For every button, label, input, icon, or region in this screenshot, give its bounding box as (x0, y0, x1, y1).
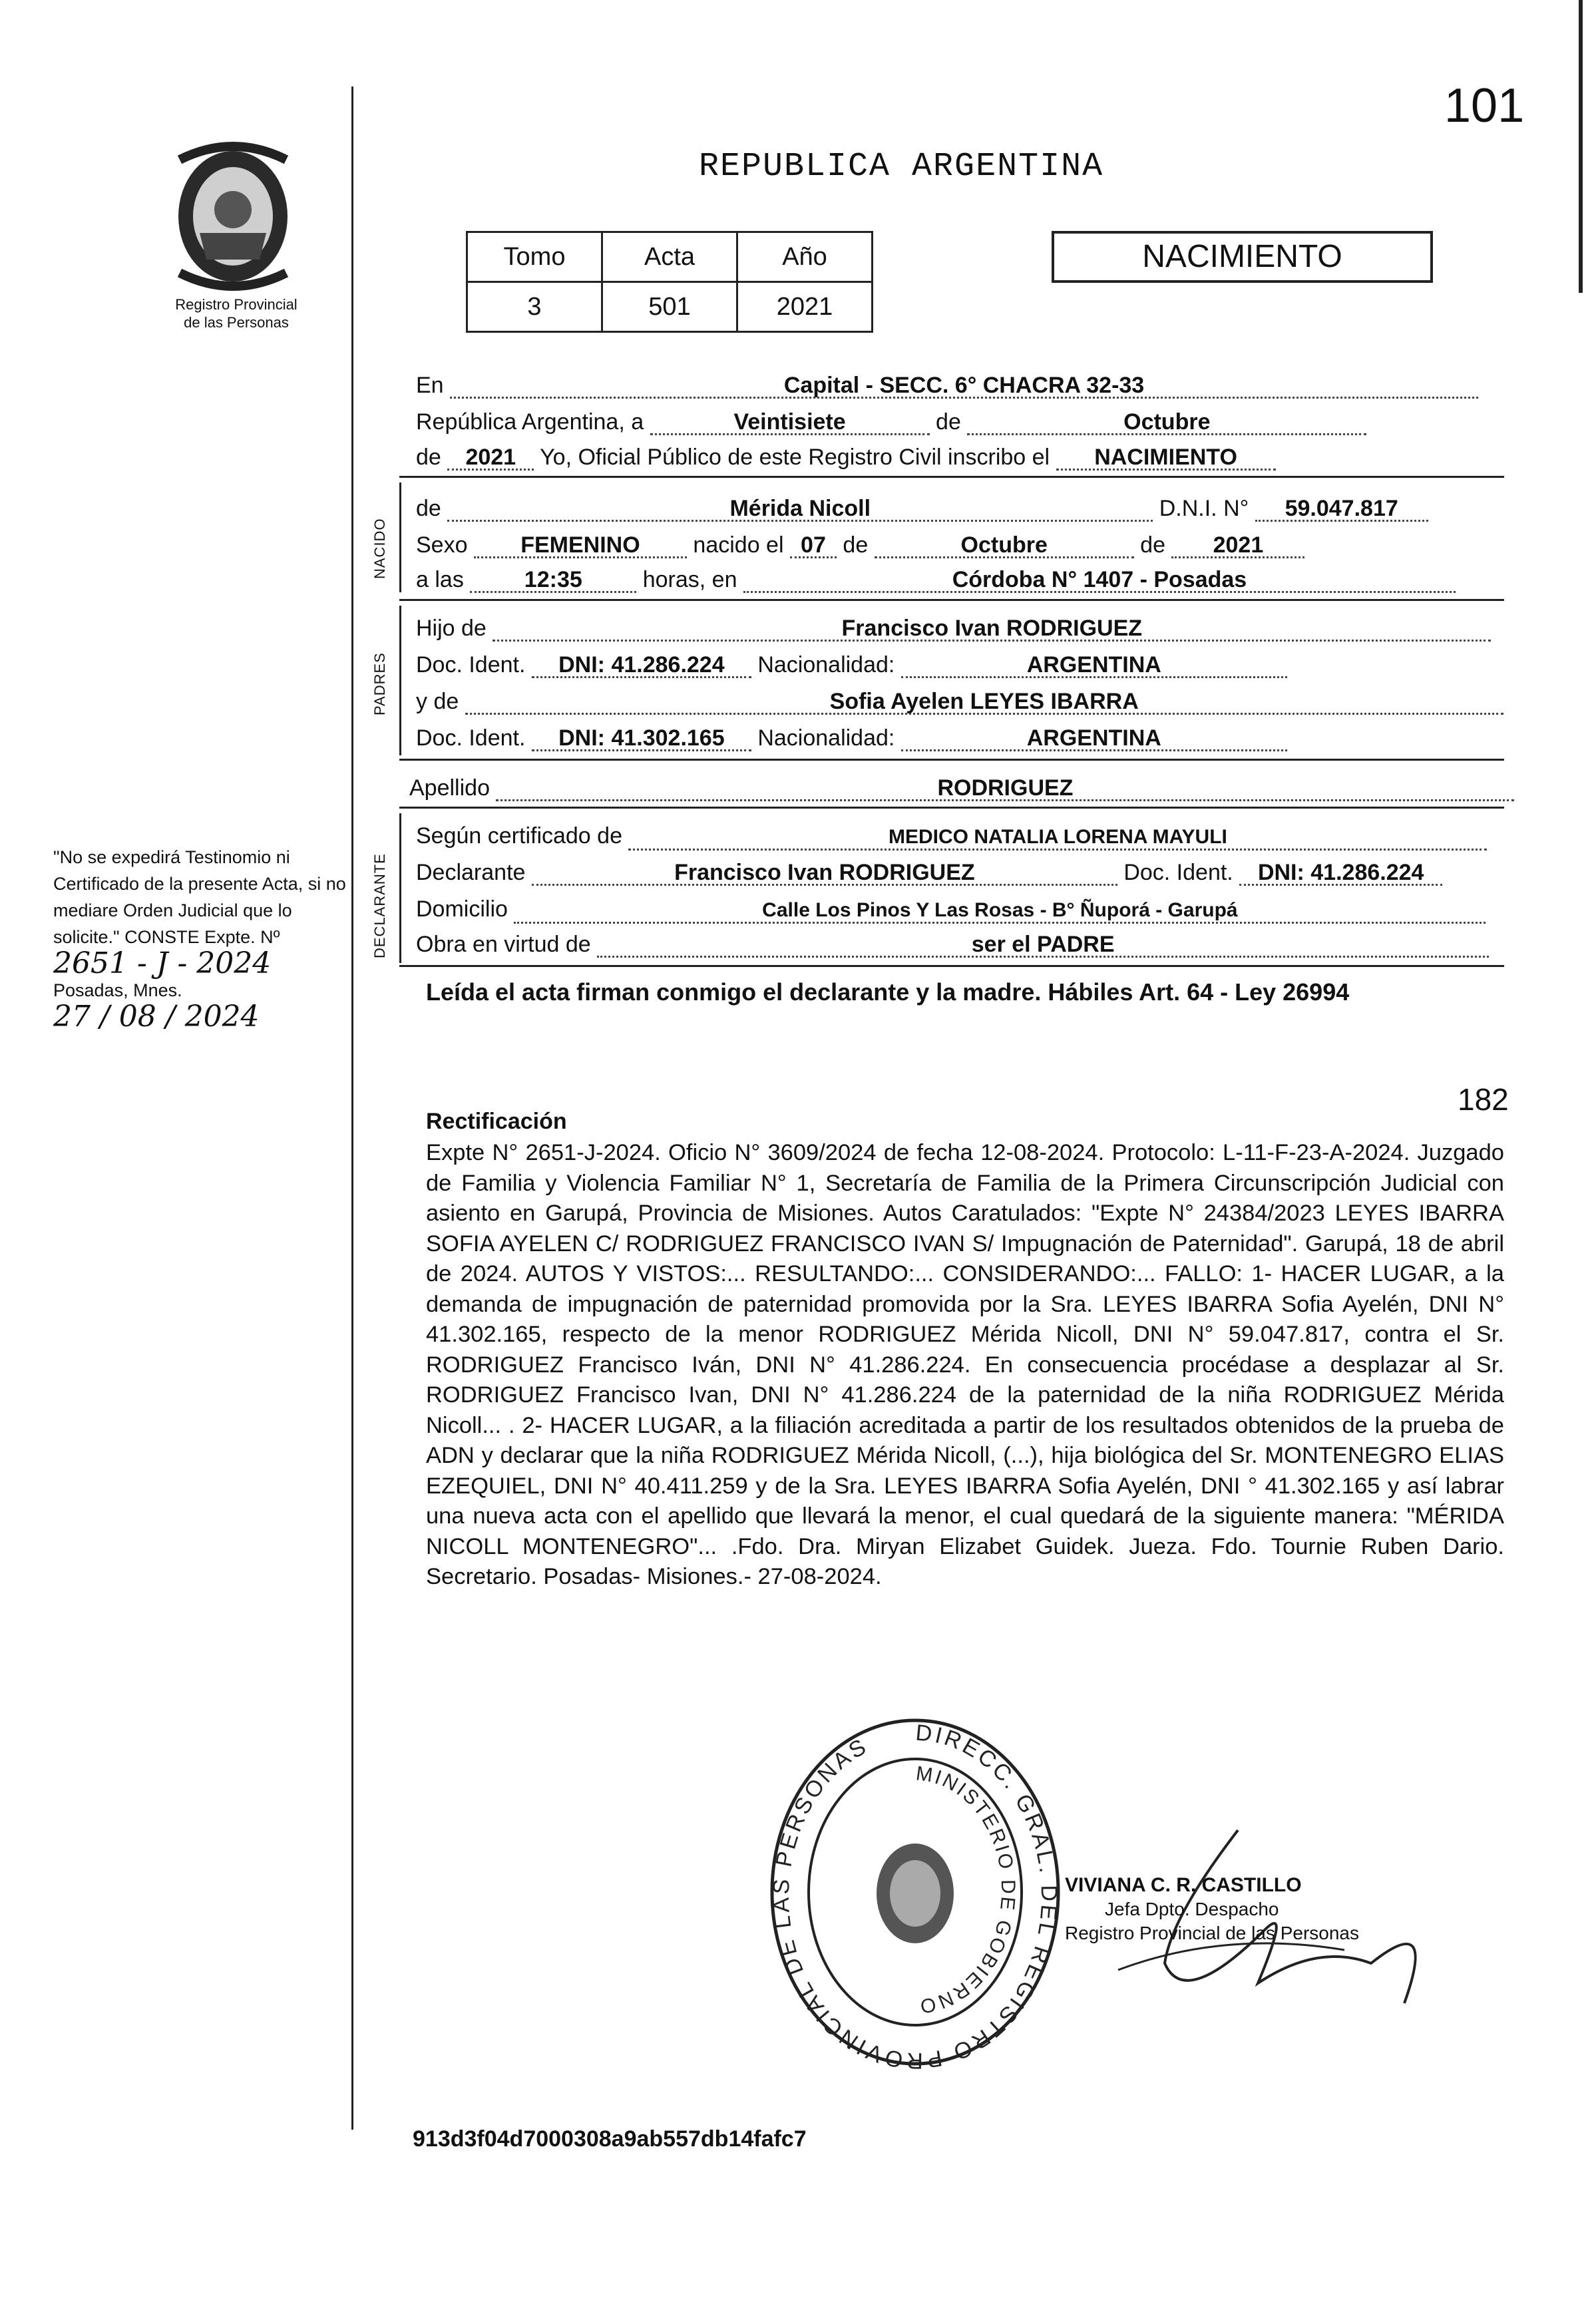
mother-nat-label: Nacionalidad: (757, 725, 895, 751)
declarante-section-label: DECLARANTE (371, 853, 388, 958)
nacido-bracket (399, 482, 401, 592)
acta-label: Acta (602, 232, 737, 282)
tomo-acta-anio-table (466, 231, 873, 333)
nacido-el-label: nacido el (693, 532, 784, 558)
father-doc-label: Doc. Ident. (416, 652, 526, 677)
birth-month-value: Octubre (875, 534, 1134, 558)
rule-before-declarante (399, 807, 1504, 809)
rectificacion-title: Rectificación (426, 1109, 567, 1134)
obra-label: Obra en virtud de (416, 932, 591, 957)
declarante-name-value: Francisco Ivan RODRIGUEZ (532, 861, 1117, 886)
sexo-value: FEMENINO (474, 534, 687, 558)
de-label: de (936, 409, 961, 435)
stamp-outer-text: DIRECC. GRAL. DEL REGISTRO PROVINCIAL DE LAS PERSONAS (768, 1720, 1062, 2070)
signer-block (1065, 1873, 1359, 1945)
header-table-labels (467, 232, 873, 282)
tomo-value: 3 (467, 282, 602, 332)
father-nat-value: ARGENTINA (901, 654, 1287, 678)
right-edge-rule (1579, 0, 1583, 293)
row-year (416, 445, 1276, 471)
rectificacion-page-ref: 182 (1458, 1082, 1509, 1117)
father-doc-value: DNI: 41.286.224 (532, 654, 751, 678)
mother-name-value: Sofia Ayelen LEYES IBARRA (465, 690, 1503, 715)
domicilio-label: Domicilio (416, 896, 508, 922)
padres-bracket (399, 606, 401, 755)
anio-label: Año (737, 232, 873, 282)
registry-caption-line1: Registro Provincial (175, 296, 298, 313)
mother-doc-value: DNI: 41.302.165 (532, 727, 751, 751)
dni-label: D.N.I. N° (1159, 496, 1249, 521)
row-obra (416, 932, 1489, 958)
official-stamp (765, 1714, 1065, 2070)
domicilio-value: Calle Los Pinos Y Las Rosas - B° Ñuporá - Garupá (514, 899, 1486, 924)
cert-label: Según certificado de (416, 823, 622, 849)
republica-label: República Argentina, a (416, 409, 644, 435)
signer-name: VIVIANA C. R. CASTILLO (1065, 1874, 1302, 1896)
padres-section-label: PADRES (371, 652, 388, 715)
row-republica (416, 409, 1366, 435)
rule-before-padres (399, 599, 1504, 601)
horas-en-label: horas, en (642, 567, 737, 592)
row-padre-doc (416, 652, 1287, 678)
apellido-value: RODRIGUEZ (496, 777, 1514, 801)
row-certificado (416, 823, 1487, 851)
father-nat-label: Nacionalidad: (757, 652, 895, 677)
registry-caption-line2: de las Personas (184, 314, 289, 331)
declarante-doc-label: Doc. Ident. (1123, 860, 1233, 885)
mother-doc-label: Doc. Ident. (416, 725, 526, 751)
row-nombre (416, 496, 1428, 522)
de2-label: de (416, 445, 441, 470)
rule-before-apellido (399, 759, 1504, 761)
side-note (53, 844, 346, 1034)
stamp-inner-text: MINISTERIO DE GOBIERNO (914, 1762, 1020, 2018)
page-number: 101 (1444, 79, 1525, 132)
apellido-label: Apellido (409, 775, 490, 801)
document-title: REPUBLICA ARGENTINA (699, 148, 1104, 186)
birth-day-value: 07 (790, 534, 837, 558)
rule-before-nacido (399, 476, 1504, 478)
rule-after-declarante (399, 965, 1504, 967)
acta-value: 501 (602, 282, 737, 332)
yo-text: Yo, Oficial Público de este Registro Civil inscribo el (540, 445, 1050, 470)
time-value: 12:35 (470, 568, 636, 593)
birth-place-value: Córdoba N° 1407 - Posadas (743, 568, 1456, 593)
row-hora (416, 567, 1456, 593)
birth-year-value: 2021 (1171, 534, 1304, 558)
month-value: Octubre (967, 411, 1366, 435)
row-declarante (416, 860, 1442, 886)
document-hash: 913d3f04d7000308a9ab557db14fafc7 (413, 2126, 807, 2152)
birth-de-label: de (843, 532, 869, 558)
en-label: En (416, 373, 444, 398)
anio-value: 2021 (737, 282, 873, 332)
row-apellido (409, 775, 1514, 801)
closing-statement: Leída el acta firman conmigo el declarante y la madre. Hábiles Art. 64 - Ley 26994 (426, 978, 1350, 1006)
side-note-posadas: Posadas, Mnes. (53, 980, 182, 1000)
day-words-value: Veintisiete (650, 411, 930, 435)
year-value: 2021 (447, 446, 534, 471)
cert-value: MEDICO NATALIA LORENA MAYULI (628, 826, 1487, 851)
date-handwritten: 27 / 08 / 2024 (53, 1000, 260, 1034)
declarante-bracket (399, 813, 401, 963)
birth-de2-label: de (1140, 532, 1165, 558)
misiones-coat-of-arms-icon (160, 133, 306, 293)
signer-role: Jefa Dpto. Despacho (1105, 1899, 1279, 1919)
mother-nat-value: ARGENTINA (901, 727, 1287, 751)
row-en (416, 373, 1478, 399)
rectificacion-body: Expte N° 2651-J-2024. Oficio N° 3609/2024 de fecha 12-08-2024. Protocolo: L-11-F-23-A-2024. Juzgado de Familia y Violencia Familiar N° 1, Secretaría de Familia de la Primera Circunscripción Judicial con asiento en Garupá, Provincia de Misiones. Autos Caratulados: "Expte N° 24384/2023 LEYES IBARRA SOFIA AYELEN C/ RODRIGUEZ FRANCISCO IVAN S/ Impugnación de Paternidad". Garupá, 18 de abril de 2024. AUTOS Y VISTOS:... RESULTANDO:... CONSIDERANDO:... FALLO: 1- HACER LUGAR, a la demanda de impugnación de paternidad promovida por la Sra. LEYES IBARRA Sofia Ayelén, DNI N° 41.302.165, respecto de la menor RODRIGUEZ Mérida Nicoll, DNI N° 59.047.817, contra el Sr. RODRIGUEZ Francisco Iván, DNI N° 41.286.224. En consecuencia procédase a desplazar al Sr. RODRIGUEZ Francisco Ivan, DNI N° 41.286.224 de la paternidad de la niña RODRIGUEZ Mérida Nicoll... . 2- HACER LUGAR, a la filiación acreditada a partir de los resultados obtenidos de la prueba de ADN y declarar que la niña RODRIGUEZ Mérida Nicoll, (...), hija biológica del Sr. MONTENEGRO ELIAS EZEQUIEL, DNI N° 40.411.259 y de la Sra. LEYES IBARRA Sofia Ayelén, DNI ° 41.302.165 y así labrar una nueva acta con el apellido que llevará la menor, el cual quedará de la siguiente manera: "MÉRIDA NICOLL MONTENEGRO"... .Fdo. Dra. Miryan Elizabet Guidek. Jueza. Fdo. Tournie Ruben Dario. Secretario. Posadas- Misiones.- 27-08-2024. (426, 1140, 1504, 1589)
row-sexo (416, 532, 1304, 558)
tomo-label: Tomo (467, 232, 602, 282)
header-table-values (467, 282, 873, 332)
nacido-de-label: de (416, 496, 441, 521)
record-type-box: NACIMIENTO (1052, 231, 1433, 283)
sexo-label: Sexo (416, 532, 468, 558)
a-las-label: a las (416, 567, 464, 592)
row-madre (416, 689, 1503, 715)
declarante-doc-value: DNI: 41.286.224 (1239, 861, 1442, 886)
declarante-label: Declarante (416, 860, 526, 885)
registry-caption (126, 295, 346, 331)
hijo-de-label: Hijo de (416, 616, 487, 641)
place-value: Capital - SECC. 6° CHACRA 32-33 (450, 374, 1478, 399)
side-note-text: "No se expedirá Testinomio ni Certificado de la presente Acta, si no mediare Orden Judicial que lo solicite." CONSTE Expte. Nº (53, 847, 346, 947)
row-madre-doc (416, 725, 1287, 751)
row-padre (416, 616, 1491, 642)
row-domicilio (416, 896, 1486, 924)
inscribe-type-value: NACIMIENTO (1056, 446, 1276, 471)
nacido-section-label: NACIDO (371, 518, 388, 579)
obra-value: ser el PADRE (597, 933, 1489, 958)
left-margin-rule (351, 87, 353, 2130)
father-name-value: Francisco Ivan RODRIGUEZ (493, 617, 1491, 642)
province-emblem (160, 133, 306, 293)
expte-handwritten: 2651 - J - 2024 (53, 946, 272, 980)
child-name-value: Mérida Nicoll (447, 497, 1153, 522)
signer-org: Registro Provincial de las Personas (1065, 1923, 1359, 1943)
y-de-label: y de (416, 689, 459, 714)
registry-stamp-icon (765, 1714, 1065, 2070)
child-dni-value: 59.047.817 (1255, 497, 1428, 522)
